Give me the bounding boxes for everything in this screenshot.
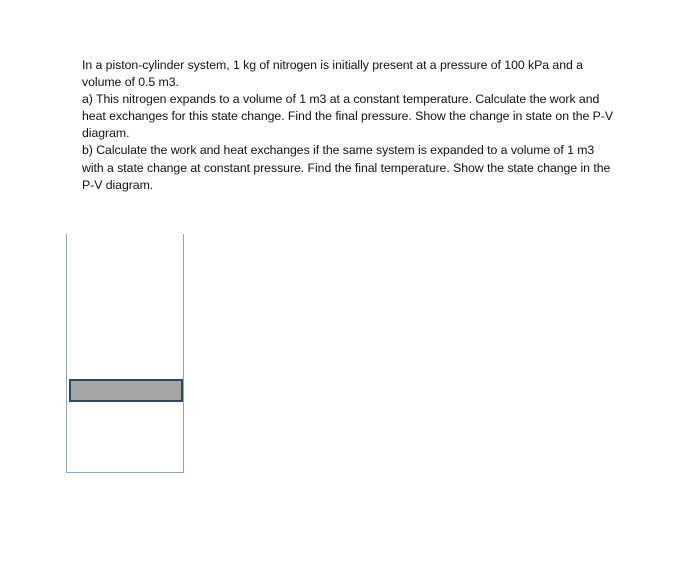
cylinder-bottom <box>66 472 184 473</box>
problem-intro: In a piston-cylinder system, 1 kg of nitrogen is initially present at a pressure of 100 kPa and a volume of 0.5 m3. <box>82 58 583 90</box>
problem-part-b: b) Calculate the work and heat exchanges if the same system is expanded to a volume of 1 m3 with a state change at constant pressure. Find the final temperature. Show the state change in the P-V diagram. <box>82 143 611 192</box>
problem-statement <box>82 57 617 194</box>
problem-part-a: a) This nitrogen expands to a volume of 1 m3 at a constant temperature. Calculate the work and heat exchanges for this state change. Find the final pressure. Show the change in state on the P-V diagram. <box>82 92 614 141</box>
cylinder-left-wall <box>66 234 67 473</box>
piston <box>69 379 183 402</box>
piston-cylinder-figure <box>66 234 185 474</box>
cylinder-right-wall <box>183 234 184 473</box>
